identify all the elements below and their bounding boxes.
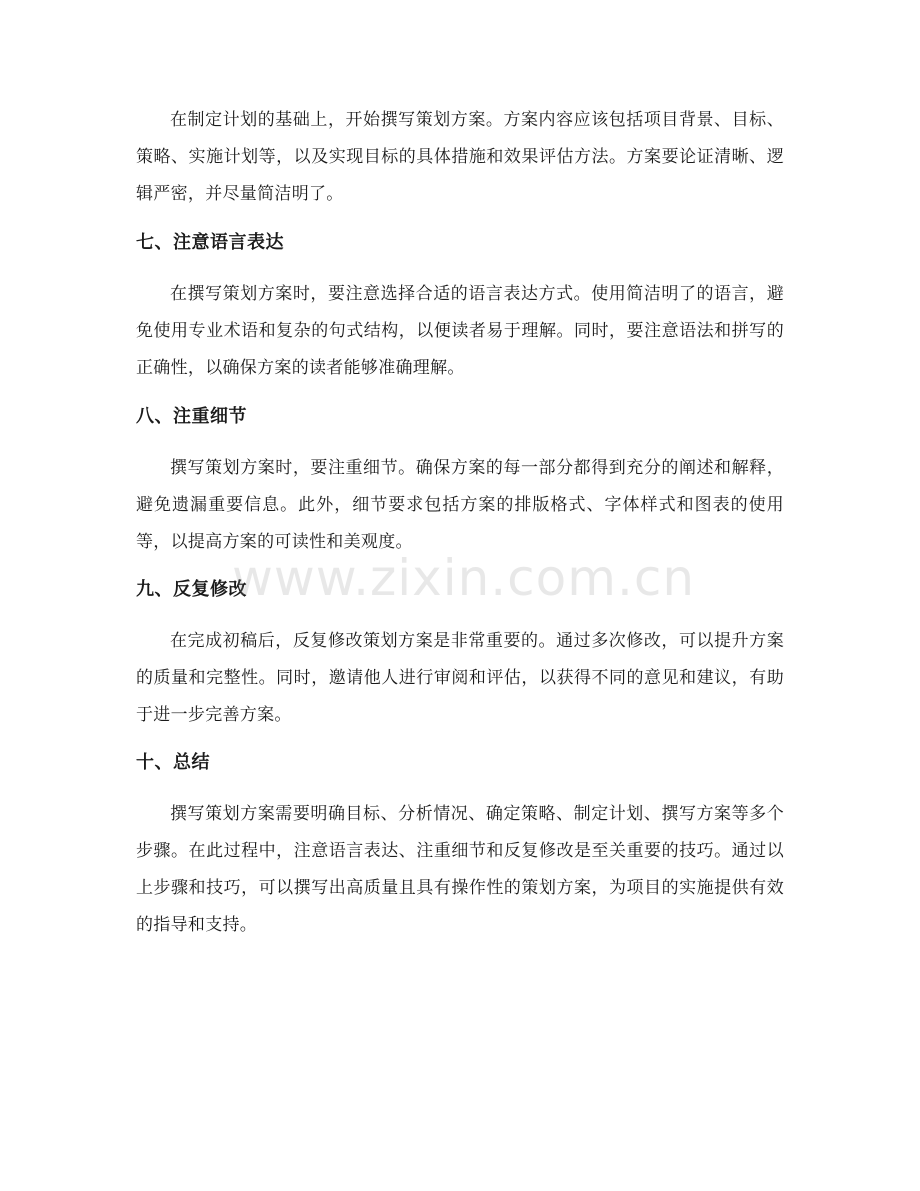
section-heading-revision: 九、反复修改	[136, 579, 247, 600]
section-body-details: 撰写策划方案时，要注重细节。确保方案的每一部分都得到充分的阐述和解释，避免遗漏重要信息。此外，细节要求包括方案的排版格式、字体样式和图表的使用等，以提高方案的可读性和美观度。	[136, 458, 784, 552]
section-heading-details: 八、注重细节	[136, 406, 247, 427]
section-body-revision: 在完成初稿后，反复修改策划方案是非常重要的。通过多次修改，可以提升方案的质量和完整性。同时，邀请他人进行审阅和评估，以获得不同的意见和建议，有助于进一步完善方案。	[136, 631, 784, 725]
watermark: www.zixin.com.cn	[232, 549, 696, 607]
section-body-summary: 撰写策划方案需要明确目标、分析情况、确定策略、制定计划、撰写方案等多个步骤。在此过程中，注意语言表达、注重细节和反复修改是至关重要的技巧。通过以上步骤和技巧，可以撰写出高质量且具有操作性的策划方案，为项目的实施提供有效的指导和支持。	[136, 804, 784, 935]
section-heading-summary: 十、总结	[136, 752, 210, 773]
section-heading-language: 七、注意语言表达	[136, 232, 284, 253]
section-body-language: 在撰写策划方案时，要注意选择合适的语言表达方式。使用简洁明了的语言，避免使用专业术语和复杂的句式结构，以便读者易于理解。同时，要注意语法和拼写的正确性，以确保方案的读者能够准确理解。	[136, 284, 784, 378]
intro-paragraph: 在制定计划的基础上，开始撰写策划方案。方案内容应该包括项目背景、目标、策略、实施计划等，以及实现目标的具体措施和效果评估方法。方案要论证清晰、逻辑严密，并尽量简洁明了。	[136, 110, 784, 204]
